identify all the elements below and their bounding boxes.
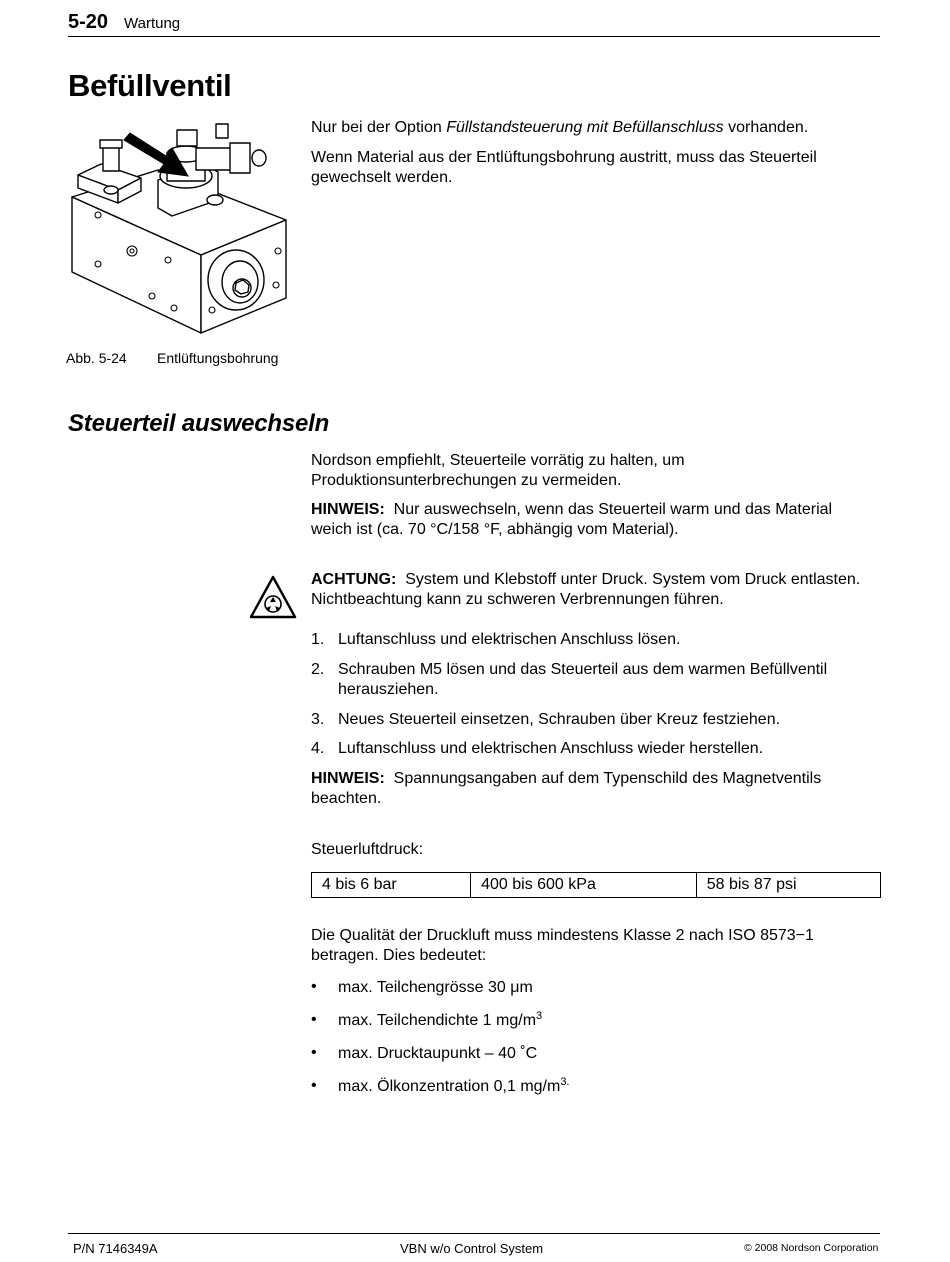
list-item-text (338, 1011, 878, 1031)
product-name: VBN w/o Control System (400, 1241, 544, 1256)
valve-drawing (66, 120, 291, 338)
list-item (311, 978, 876, 998)
section-name: Wartung (124, 15, 181, 32)
bullet-icon: • (311, 1011, 317, 1028)
intro-paragraph-2: Wenn Material aus der Entlüftungsbohrung austritt, muss das Steuerteil gewechselt werden. (311, 149, 817, 186)
list-item-label: max. Ölkonzentration 0,1 mg/m (338, 1078, 561, 1095)
step-number: 1. (311, 631, 325, 648)
step-number: 3. (311, 711, 325, 728)
superscript: 3. (560, 1076, 570, 1088)
figure-caption (66, 350, 279, 366)
note-2-text: Spannungsangaben auf dem Typenschild des Magnetventils beachten. (311, 770, 822, 807)
hot-pressure-warning-icon (249, 574, 297, 625)
table-row (312, 873, 881, 898)
note-1 (311, 500, 876, 540)
step-item (311, 710, 876, 730)
list-item (311, 1011, 876, 1031)
figure-number: Abb. 5-24 (66, 350, 127, 366)
intro-text-post: vorhanden. (723, 119, 809, 136)
list-item-label: max. Teilchendichte 1 mg/m (338, 1012, 537, 1029)
list-item (311, 1044, 876, 1064)
step-text: Luftanschluss und elektrischen Anschluss wieder herstellen. (338, 740, 764, 757)
recommendation-paragraph: Nordson empfiehlt, Steuerteile vorrätig zu halten, um Produktionsunterbrechungen zu vermeiden. (311, 452, 685, 489)
step-text: Luftanschluss und elektrischen Anschluss lösen. (338, 631, 681, 648)
copyright: © 2008 Nordson Corporation (744, 1242, 879, 1254)
step-item (311, 630, 876, 650)
page-title: Befüllventil (68, 68, 232, 103)
list-item (311, 1077, 876, 1097)
caution-text: System und Klebstoff unter Druck. System vom Druck entlasten. Nichtbeachtung kann zu schweren Verbrennungen führen. (311, 571, 861, 608)
table-cell: 4 bis 6 bar (312, 873, 471, 898)
page-number: 5-20 (68, 11, 109, 33)
note-1-label: HINWEIS: (311, 501, 385, 518)
bullet-icon: • (311, 1077, 317, 1094)
caution-label: ACHTUNG: (311, 571, 397, 588)
figure-title: Entlüftungsbohrung (157, 350, 279, 366)
intro-option-name: Füllstandsteuerung mit Befüllanschluss (446, 119, 724, 136)
superscript: 3 (536, 1010, 543, 1022)
air-quality-paragraph: Die Qualität der Druckluft muss mindestens Klasse 2 nach ISO 8573−1 betragen. Dies bedeutet: (311, 927, 814, 964)
step-item (311, 660, 876, 700)
list-item-text (338, 1044, 878, 1064)
step-text: Schrauben M5 lösen und das Steuerteil aus dem warmen Befüllventil herausziehen. (338, 661, 828, 698)
table-cell: 400 bis 600 kPa (471, 873, 697, 898)
step-number: 4. (311, 740, 325, 757)
note-2 (311, 769, 876, 809)
list-item-label: max. Drucktaupunkt – 40 ˚C (338, 1045, 538, 1062)
note-1-text: Nur auswechseln, wenn das Steuerteil warm und das Material weich ist (ca. 70 °C/158 °F, abhängig vom Material). (311, 501, 833, 538)
caution-block (311, 570, 876, 610)
section-title: Steuerteil auswechseln (68, 410, 330, 437)
intro-paragraph-1 (311, 118, 876, 138)
bullet-icon: • (311, 1044, 317, 1061)
step-number: 2. (311, 661, 325, 678)
table-cell: 58 bis 87 psi (696, 873, 880, 898)
bullet-icon: • (311, 978, 317, 995)
part-number: P/N 7146349A (73, 1241, 158, 1256)
air-pressure-label: Steuerluftdruck: (311, 841, 424, 858)
note-2-label: HINWEIS: (311, 770, 385, 787)
air-pressure-table (311, 872, 881, 898)
list-item-text (338, 978, 878, 998)
header-rule (68, 36, 880, 37)
step-text: Neues Steuerteil einsetzen, Schrauben über Kreuz festziehen. (338, 711, 781, 728)
footer-rule (68, 1233, 880, 1234)
list-item-text (338, 1077, 878, 1097)
list-item-label: max. Teilchengrösse 30 μm (338, 979, 533, 996)
step-item (311, 739, 876, 759)
intro-text-pre: Nur bei der Option (311, 119, 447, 136)
valve-illustration (66, 120, 291, 343)
